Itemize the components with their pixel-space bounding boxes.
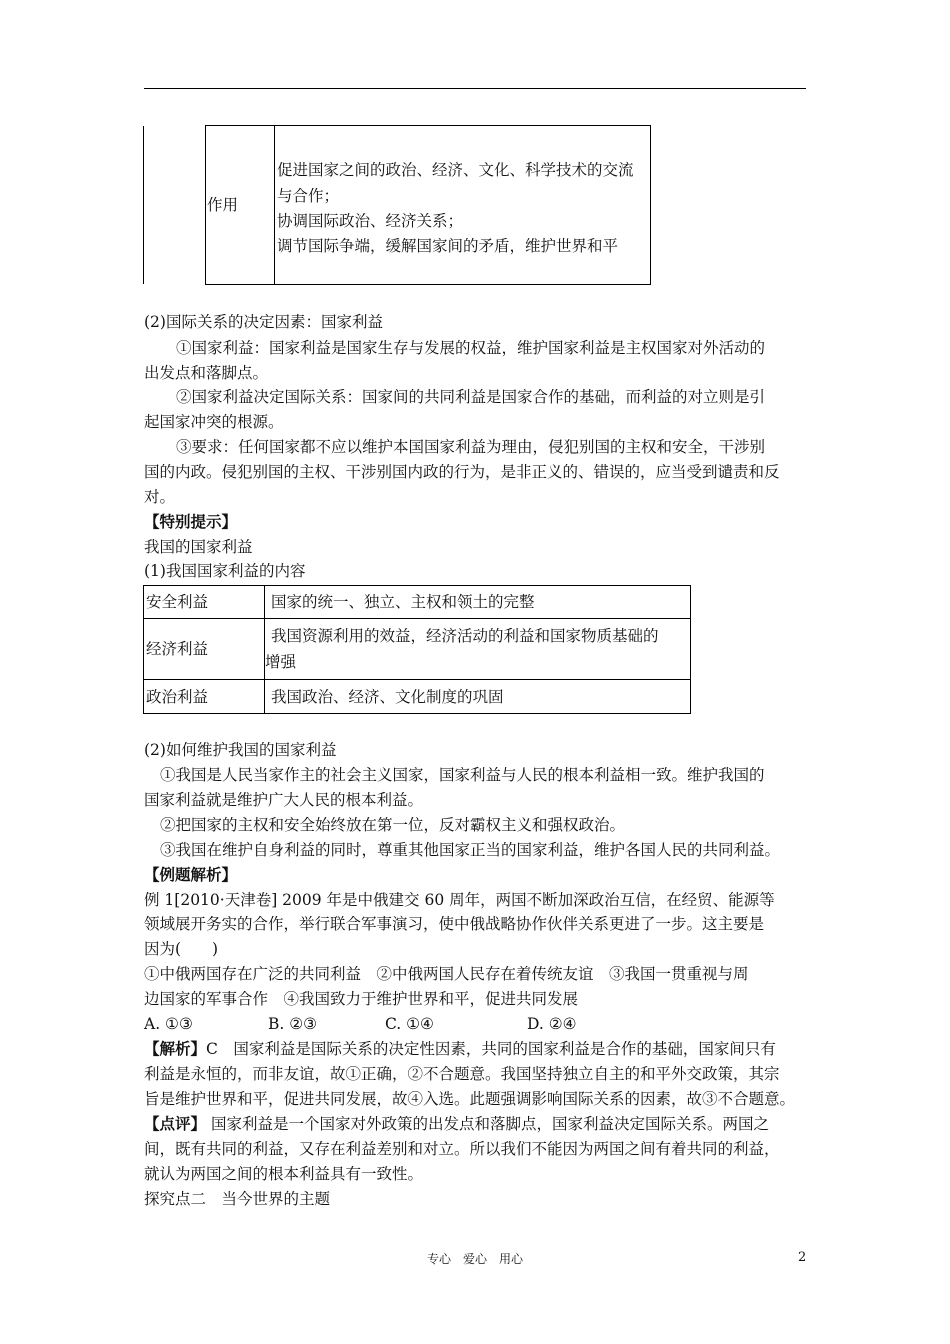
table-row bbox=[144, 619, 691, 680]
table-cell-line: 增强 bbox=[265, 653, 297, 671]
question-line: 领域展开务实的合作，举行联合军事演习，使中俄战略协作伙伴关系更进了一步。这主要是 bbox=[144, 915, 765, 933]
table1-line: 促进国家之间的政治、经济、文化、科学技术的交流 bbox=[277, 161, 634, 179]
comment-line: 间，既有共同的利益，又存在利益差别和对立。所以我们不能因为两国之间有着共同的利益， bbox=[144, 1140, 780, 1158]
paragraph-line: ③要求：任何国家都不应以维护本国国家利益为理由，侵犯别国的主权和安全，干涉别 bbox=[176, 438, 766, 456]
choice-a: A. ①③ bbox=[144, 1015, 193, 1033]
comment-line bbox=[144, 1113, 769, 1135]
choice-b: B. ②③ bbox=[268, 1015, 318, 1033]
paragraph-line: ③我国在维护自身利益的同时，尊重其他国家正当的国家利益，维护各国人民的共同利益。 bbox=[160, 841, 781, 859]
table-row bbox=[144, 680, 691, 714]
tip-heading: (1)我国国家利益的内容 bbox=[144, 562, 306, 580]
paragraph-line: ①国家利益：国家利益是国家生存与发展的权益，维护国家利益是主权国家对外活动的 bbox=[176, 339, 766, 357]
table-cell-value: 我国政治、经济、文化制度的巩固 bbox=[265, 680, 691, 714]
table-cell-value: 国家的统一、独立、主权和领土的完整 bbox=[265, 586, 691, 619]
choice-c: C. ①④ bbox=[385, 1015, 434, 1033]
tip-title: 【特别提示】 bbox=[144, 512, 238, 531]
next-section-heading: 探究点二 当今世界的主题 bbox=[144, 1190, 331, 1208]
paragraph-line: 对。 bbox=[144, 488, 176, 506]
paragraph-line: 起国家冲突的根源。 bbox=[144, 413, 284, 431]
paragraph-line: ②把国家的主权和安全始终放在第一位，反对霸权主义和强权政治。 bbox=[160, 816, 626, 834]
analysis-label: 【解析】 bbox=[144, 1039, 207, 1058]
paragraph-line: ②国家利益决定国际关系：国家间的共同利益是国家合作的基础，而利益的对立则是引 bbox=[176, 388, 766, 406]
header-rule bbox=[144, 88, 806, 89]
table-cell-key: 经济利益 bbox=[144, 619, 265, 680]
footer-motto: 专心 爱心 用心 bbox=[426, 1252, 523, 1266]
comment-label: 【点评】 bbox=[144, 1114, 207, 1133]
analysis-line bbox=[144, 1038, 776, 1060]
analysis-text: C 国家利益是国际关系的决定性因素，共同的国家利益是合作的基础，国家间只有 bbox=[206, 1040, 776, 1058]
comment-line: 就认为两国之间的根本利益具有一致性。 bbox=[144, 1165, 424, 1183]
table1-left-border bbox=[143, 126, 144, 284]
question-line: 因为( ) bbox=[144, 940, 219, 958]
table-row bbox=[144, 586, 691, 619]
choice-d: D. ②④ bbox=[527, 1015, 577, 1033]
table-cell-value bbox=[265, 619, 691, 680]
national-interest-table bbox=[143, 585, 691, 714]
example-title: 【例题解析】 bbox=[144, 865, 238, 884]
table1-divider bbox=[274, 125, 275, 285]
comment-text: 国家利益是一个国家对外政策的出发点和落脚点，国家利益决定国际关系。两国之 bbox=[206, 1115, 769, 1133]
table1-cell-border bbox=[205, 125, 651, 285]
table-cell-key: 安全利益 bbox=[144, 586, 265, 619]
tip-subtitle: 我国的国家利益 bbox=[144, 538, 253, 556]
paragraph-line: 国家利益就是维护广大人民的根本利益。 bbox=[144, 791, 424, 809]
section-heading: (2)如何维护我国的国家利益 bbox=[144, 741, 337, 759]
analysis-line: 旨是维护世界和平，促进共同发展，故④入选。此题强调影响国际关系的因素，故③不合题意。 bbox=[144, 1090, 796, 1108]
paragraph-line: ①我国是人民当家作主的社会主义国家，国家利益与人民的根本利益相一致。维护我国的 bbox=[160, 766, 765, 784]
question-line: 例 1[2010·天津卷] 2009 年是中俄建交 60 周年，两国不断加深政治互信，在经贸、能源等 bbox=[144, 891, 775, 909]
paragraph-line: 出发点和落脚点。 bbox=[144, 364, 269, 382]
table1-line: 调节国际争端，缓解国家间的矛盾，维护世界和平 bbox=[277, 237, 619, 255]
table1-line: 与合作； bbox=[277, 187, 340, 205]
analysis-line: 利益是永恒的，而非友谊，故①正确，②不合题意。我国坚持独立自主的和平外交政策，其宗 bbox=[144, 1065, 780, 1083]
table-cell-key: 政治利益 bbox=[144, 680, 265, 714]
table1-line: 协调国际政治、经济关系； bbox=[277, 212, 464, 230]
table1-label: 作用 bbox=[207, 196, 239, 214]
option-line: ①中俄两国存在广泛的共同利益 ②中俄两国人民存在着传统友谊 ③我国一贯重视与周 bbox=[144, 965, 749, 983]
section-heading: (2)国际关系的决定因素：国家利益 bbox=[144, 313, 383, 331]
paragraph-line: 国的内政。侵犯别国的主权、干涉别国内政的行为，是非正义的、错误的，应当受到谴责和反 bbox=[144, 463, 780, 481]
option-line: 边国家的军事合作 ④我国致力于维护世界和平，促进共同发展 bbox=[144, 990, 579, 1008]
table-cell-line: 我国资源利用的效益，经济活动的利益和国家物质基础的 bbox=[271, 627, 659, 645]
page-number: 2 bbox=[798, 1250, 807, 1265]
